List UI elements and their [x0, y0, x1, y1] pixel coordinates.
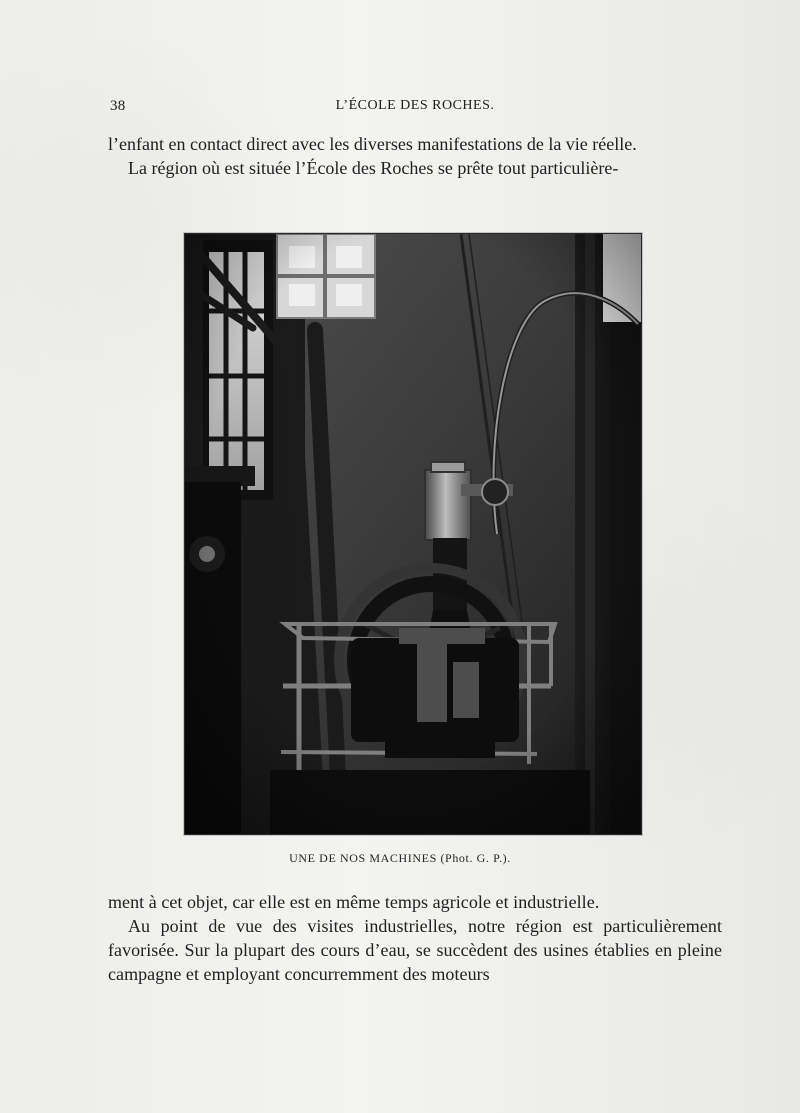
machine-photograph — [184, 233, 642, 835]
bottom-paragraph-1: ment à cet objet, car elle est en même temps agricole et industrielle. — [108, 892, 600, 912]
top-paragraphs — [108, 132, 722, 180]
machine-photograph-icon — [185, 234, 641, 834]
page-number: 38 — [110, 98, 126, 114]
top-paragraph-2: La région où est située l’École des Roches se prête tout particulière- — [128, 158, 619, 178]
bottom-paragraph-2: Au point de vue des visites industrielles, notre région est particulièrement favorisée. Sur la plupart des cours d’eau, se succèdent des usines établies en pleine campagne et employant concurremment des moteurs — [108, 916, 722, 984]
figure-caption: UNE DE NOS MACHINES (Phot. G. P.). — [289, 851, 511, 865]
top-paragraph-1: l’enfant en contact direct avec les diverses manifestations de la vie réelle. — [108, 134, 637, 154]
running-title: L’ÉCOLE DES ROCHES. — [335, 98, 495, 113]
running-head — [110, 98, 720, 122]
bottom-paragraphs — [108, 890, 722, 986]
